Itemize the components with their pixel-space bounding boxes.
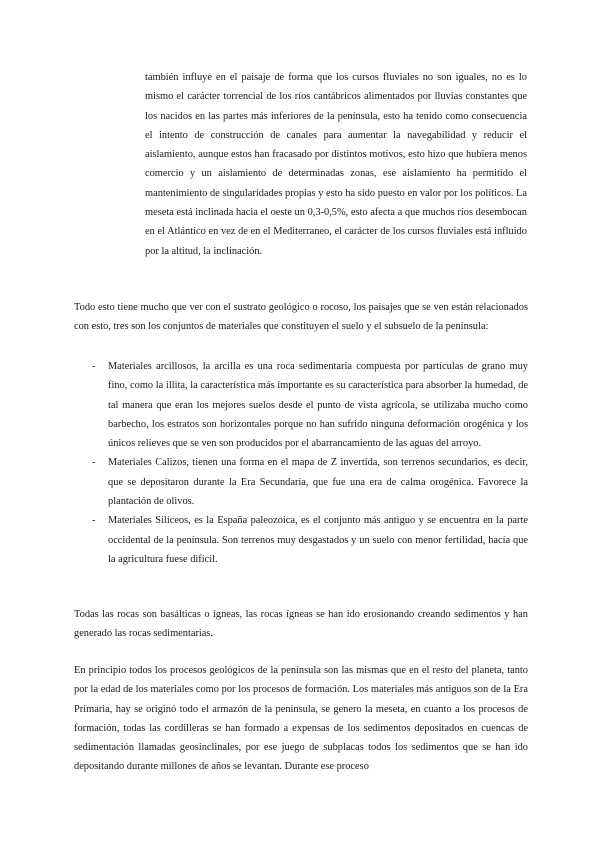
list-item-calizos [74, 453, 528, 511]
list-bullet: - [92, 457, 96, 469]
list-item-text: Materiales arcillosos, la arcilla es una roca sedimentaria compuesta por partículas de grano muy fino, como la illita, la característica más importante es su característica para absorber la humedad, de tal manera que eran los mejores suelos desde el punto de vista agrícola, se utilizaba mucho como barbecho, los estratos son horizontales porque no han sufrido ninguna deformación orogénica y los únicos relieves que se ven son producidos por el abarrancamiento de las aguas del arroyo. [108, 361, 528, 450]
materials-list [74, 357, 528, 569]
list-item-text: Materiales Calizos, tienen una forma en el mapa de Z invertida, son terrenos secundarios, es decir, que se depositaron durante la Era Secundaria, que fue una era de calma orogénica. Favorece la plantación de olivos. [108, 457, 528, 508]
paragraph-procesos: En principio todos los procesos geológicos de la península son las mismas que en el resto del planeta, tanto por la edad de los materiales como por los procesos de formación. Los materiales más antiguos son de la Era Primaria, hay se originó todo el armazón de la península, se genero la meseta, en cuanto a los procesos de formación, todas las cordilleras se han formado a expensas de los sedimentos depositados en cuencas de sedimentación llamadas geosinclinales, por ese juego de subplacas todos los sedimentos que se han ido depositando durante millones de años se levantan. Durante ese proceso [74, 665, 528, 773]
list-bullet: - [92, 515, 96, 527]
paragraph-rocas: Todas las rocas son basálticas o ígneas, las rocas ígneas se han ido erosionando creando sedimentos y han generado las rocas sedimentarias. [74, 609, 528, 640]
list-item-text: Materiales Silíceos, es la España paleozoica, es el conjunto más antiguo y se encuentra en la parte occidental de la península. Son terrenos muy desgastados y un suelo con menor fertilidad, hacía que la agricultura fuese difícil. [108, 515, 528, 565]
paragraph-intro-indented: también influye en el paisaje de forma que los cursos fluviales no son iguales, no es lo mismo el carácter torrencial de los ríos cantábricos alimentados por lluvias constantes que los nacidos en las partes más inferiores de la península, esto ha tenido como consecuencia el intento de construcción de canales para aumentar la navegabilidad y reducir el aislamiento, aunque estos han fracasado por distintos motivos, esto hizo que hubiera menos comercio y un aislamiento de determinadas zonas, ese aislamiento ha permitido el mantenimiento de singularidades propias y esto ha sido puesto en valor por los políticos. La meseta está inclinada hacia el oeste un 0,3-0,5%, esto afecta a que muchos ríos desembocan en el Atlántico en vez de en el Mediterraneo, el carácter de los cursos fluviales está influido por la altitud, la inclinación. [145, 72, 527, 257]
paragraph-sustrato: Todo esto tiene mucho que ver con el sustrato geológico o rocoso, los paisajes que se ven están relacionados con esto, tres son los conjuntos de materiales que constituyen el suelo y el subsuelo de la península: [74, 302, 528, 333]
list-bullet: - [92, 361, 96, 372]
list-item-arcillosos [74, 357, 528, 453]
list-item-siliceos [74, 511, 528, 569]
